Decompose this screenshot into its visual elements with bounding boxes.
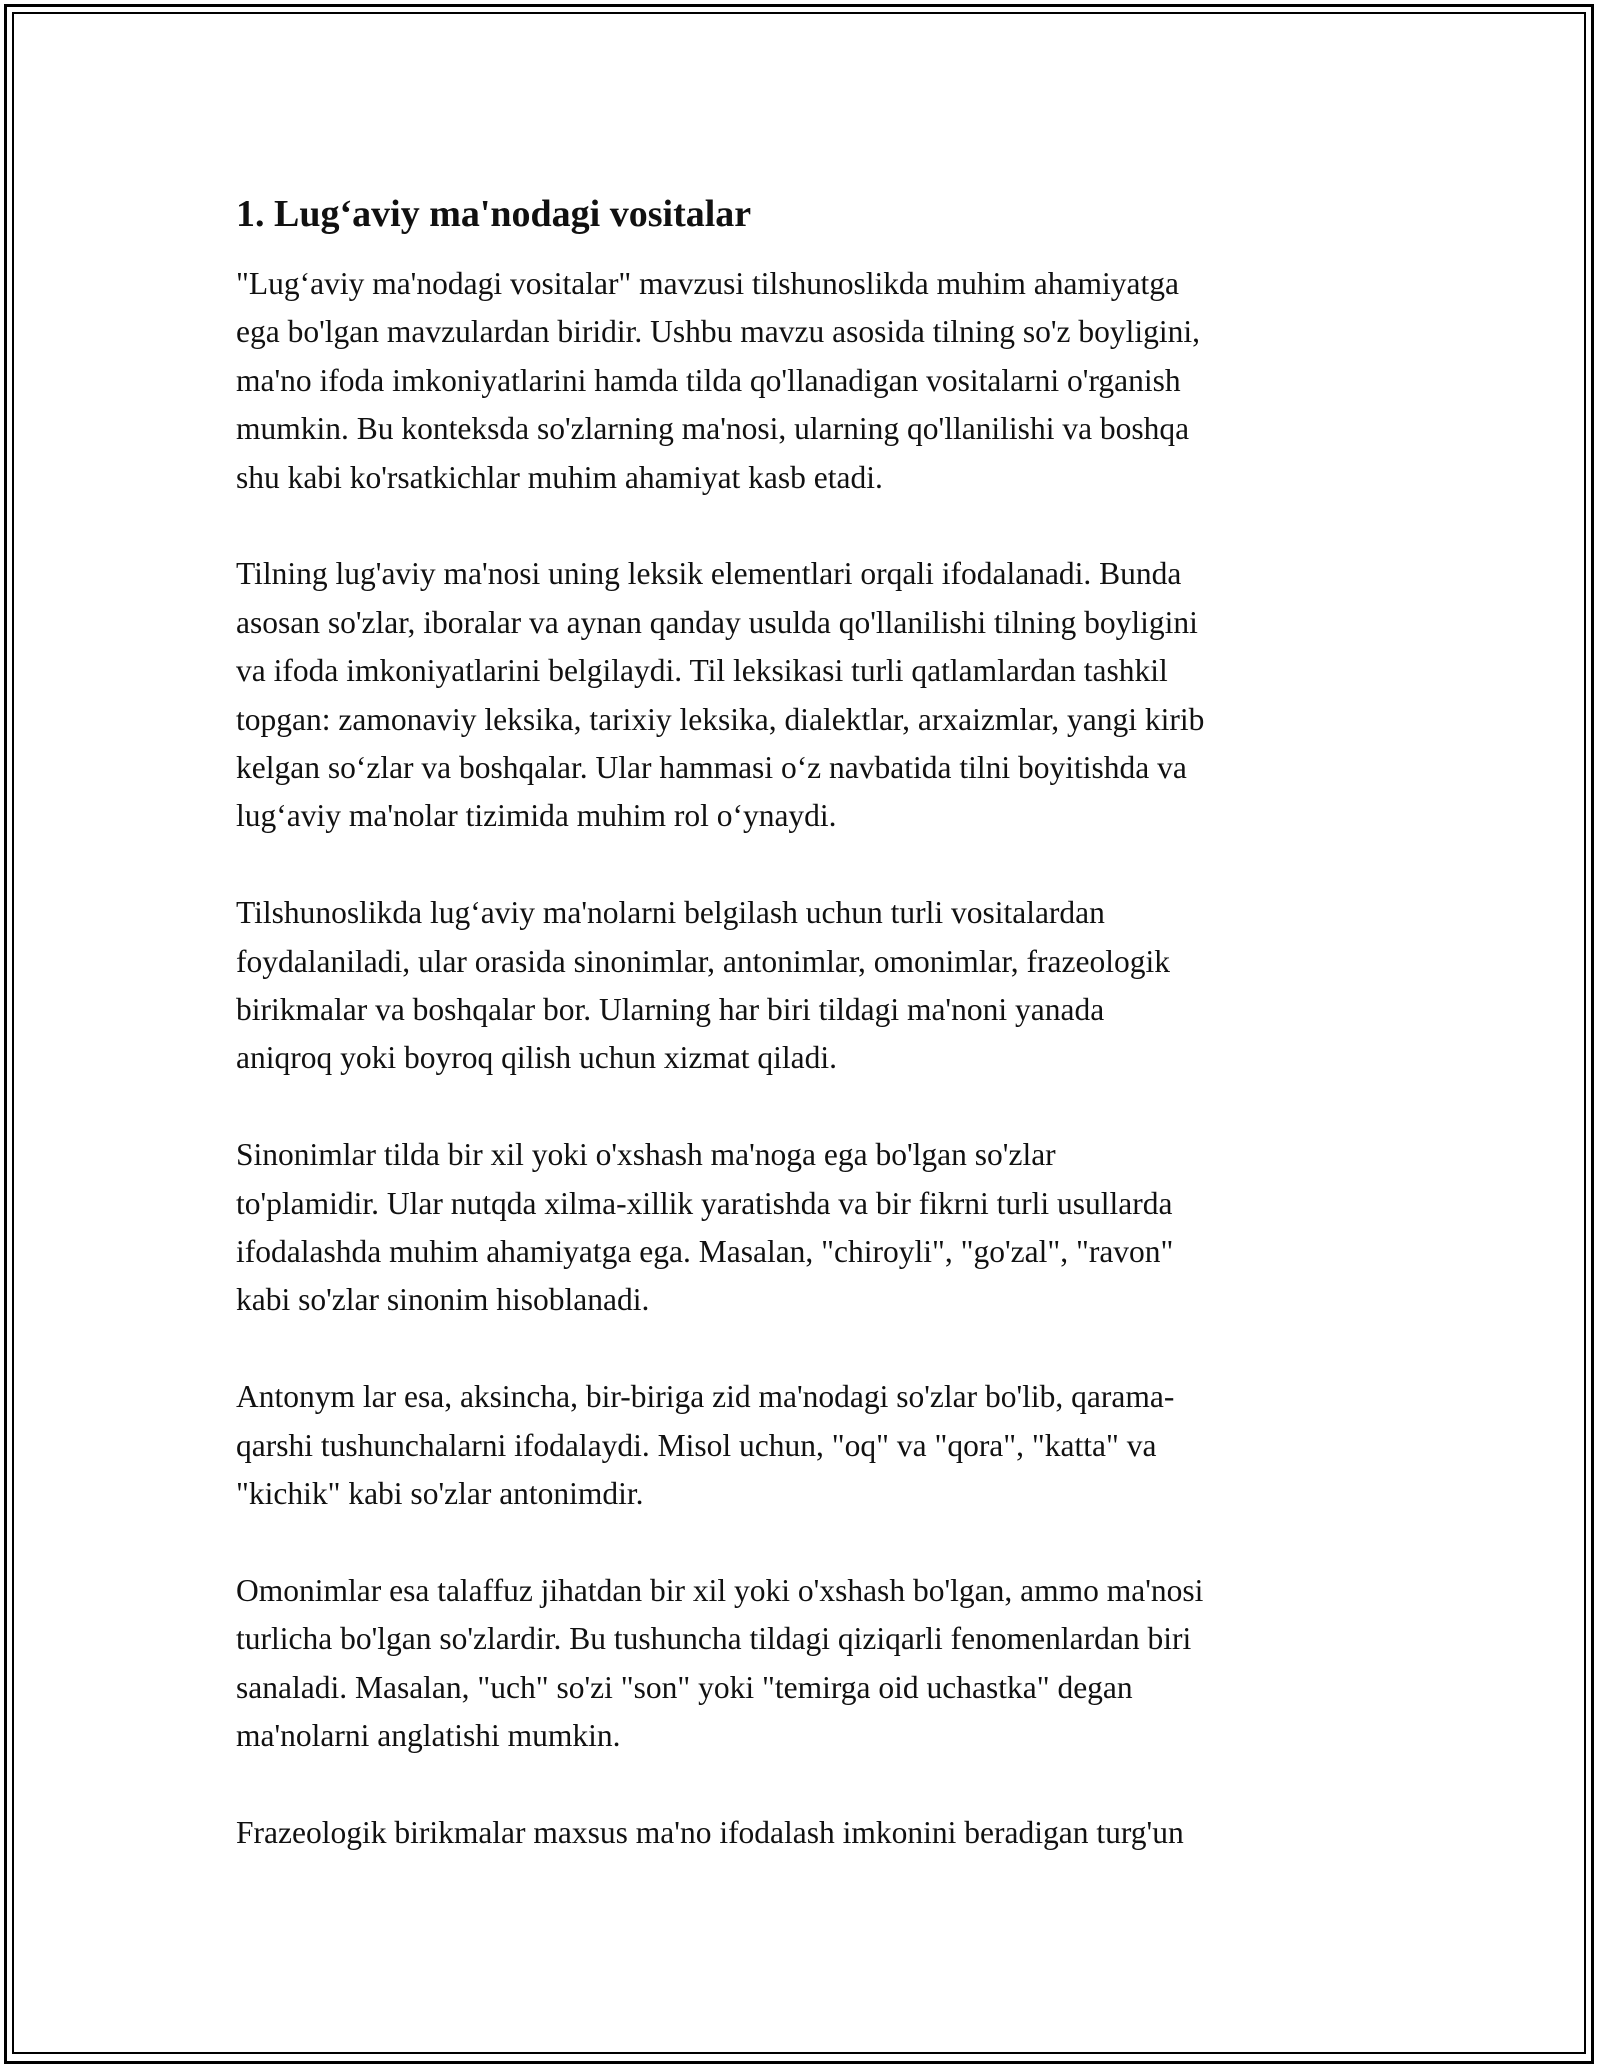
text-line: topgan: zamonaviy leksika, tarixiy leksika, dialektlar, arxaizmlar, yangi kirib: [236, 701, 1205, 737]
text-line: Frazeologik birikmalar maxsus ma'no ifodalash imkonini beradigan turg'un: [236, 1814, 1184, 1850]
text-line: ifodalashda muhim ahamiyatga ega. Masalan, "chiroyli", "go'zal", "ravon": [236, 1234, 1174, 1270]
document-heading: 1. Lug‘aviy ma'nodagi vositalar: [236, 193, 752, 235]
text-line: Tilning lug'aviy ma'nosi uning leksik elementlari orqali ifodalanadi. Bunda: [236, 556, 1182, 592]
paragraph-leksik-elementlar: [236, 550, 1376, 840]
text-line: qarshi tushunchalarni ifodalaydi. Misol uchun, "oq" va "qora", "katta" va: [236, 1427, 1157, 1463]
text-line: Omonimlar esa talaffuz jihatdan bir xil yoki o'xshash bo'lgan, ammo ma'nosi: [236, 1572, 1204, 1608]
text-line: kabi so'zlar sinonim hisoblanadi.: [236, 1282, 650, 1318]
text-line: shu kabi ko'rsatkichlar muhim ahamiyat kasb etadi.: [236, 459, 883, 495]
text-line: lug‘aviy ma'nolar tizimida muhim rol o‘ynaydi.: [236, 798, 837, 834]
text-line: asosan so'zlar, iboralar va aynan qanday usulda qo'llanilishi tilning boyligini: [236, 604, 1198, 640]
text-line: foydalaniladi, ular orasida sinonimlar, antonimlar, omonimlar, frazeologik: [236, 943, 1170, 979]
text-line: ma'nolarni anglatishi mumkin.: [236, 1718, 621, 1754]
document-body: [236, 190, 1376, 1906]
text-line: Sinonimlar tilda bir xil yoki o'xshash ma'noga ega bo'lgan so'zlar: [236, 1137, 1056, 1173]
paragraph-lugaviy-vositalar: [236, 260, 1376, 502]
paragraph-vositalar: [236, 889, 1376, 1083]
text-line: mumkin. Bu konteksda so'zlarning ma'nosi, ularning qo'llanilishi va boshqa: [236, 411, 1190, 447]
text-line: "kichik" kabi so'zlar antonimdir.: [236, 1476, 644, 1512]
text-line: to'plamidir. Ular nutqda xilma-xillik yaratishda va bir fikrni turli usullarda: [236, 1185, 1173, 1221]
text-line: Tilshunoslikda lug‘aviy ma'nolarni belgilash uchun turli vositalardan: [236, 895, 1105, 931]
paragraph-omonimlar: [236, 1567, 1376, 1761]
text-line: va ifoda imkoniyatlarini belgilaydi. Til leksikasi turli qatlamlardan tashkil: [236, 653, 1168, 689]
text-line: ega bo'lgan mavzulardan biridir. Ushbu mavzu asosida tilning so'z boyligini,: [236, 314, 1201, 350]
paragraph-frazeologik: [236, 1809, 1376, 1857]
text-line: Antonym lar esa, aksincha, bir-biriga zid ma'nodagi so'zlar bo'lib, qarama-: [236, 1379, 1175, 1415]
text-line: sanaladi. Masalan, "uch" so'zi "son" yoki "temirga oid uchastka" degan: [236, 1669, 1133, 1705]
text-line: aniqroq yoki boyroq qilish uchun xizmat qiladi.: [236, 1040, 838, 1076]
text-line: kelgan so‘zlar va boshqalar. Ular hammasi o‘z navbatida tilni boyitishda va: [236, 750, 1187, 786]
text-line: ma'no ifoda imkoniyatlarini hamda tilda qo'llanadigan vositalarni o'rganish: [236, 362, 1181, 398]
paragraph-sinonimlar: [236, 1131, 1376, 1325]
text-line: birikmalar va boshqalar bor. Ularning har biri tildagi ma'noni yanada: [236, 992, 1105, 1028]
text-line: "Lug‘aviy ma'nodagi vositalar" mavzusi tilshunoslikda muhim ahamiyatga: [236, 266, 1179, 301]
text-line: turlicha bo'lgan so'zlardir. Bu tushuncha tildagi qiziqarli fenomenlardan biri: [236, 1621, 1192, 1657]
paragraph-antonimlar: [236, 1373, 1376, 1518]
